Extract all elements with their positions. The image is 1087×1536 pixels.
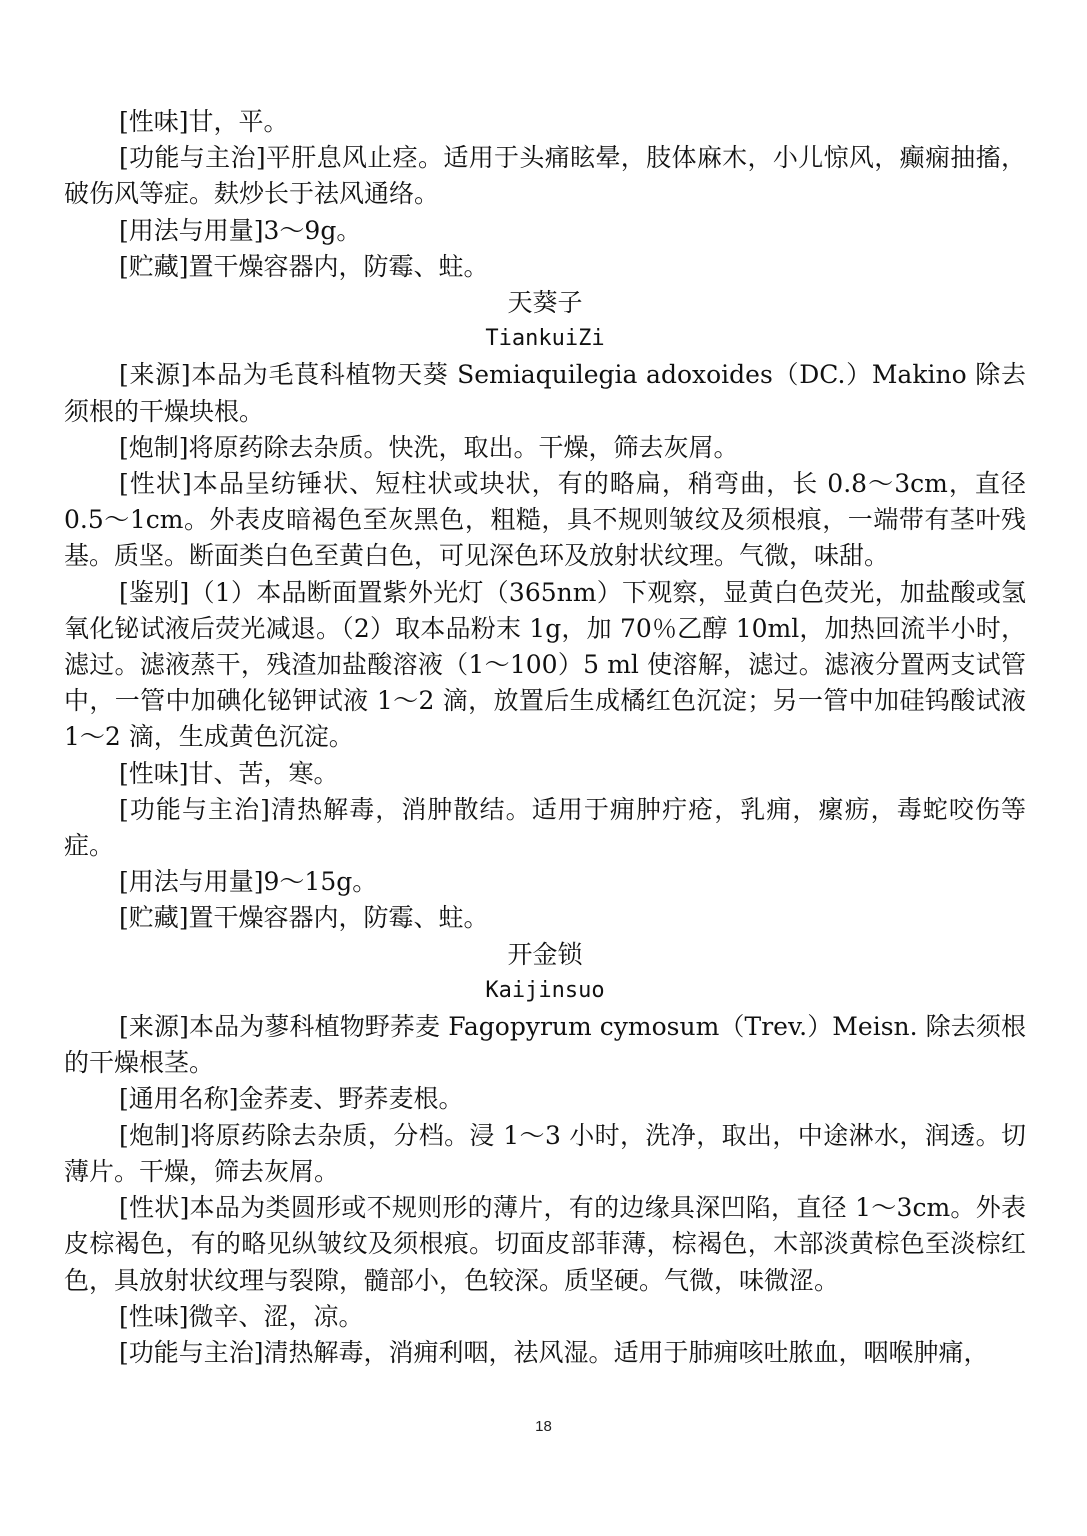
tiankuizi-laiyuan: [来源]本品为毛茛科植物天葵 Semiaquilegia adoxoides（DC.）Makino 除去须根的干燥块根。 — [64, 360, 1026, 426]
kaijinsuo-title: 开金锁 — [507, 939, 583, 969]
prev-zhucang: [贮藏]置干燥容器内，防霉、蛀。 — [119, 251, 489, 281]
tiankuizi-yongfa: [用法与用量]9～15g。 — [119, 867, 378, 897]
kaijinsuo-laiyuan: [来源]本品为蓼科植物野荞麦 Fagopyrum cymosum（Trev.）Meisn. 除去须根的干燥根茎。 — [64, 1012, 1026, 1078]
kaijinsuo-gongneng: [功能与主治]清热解毒，消痈利咽，祛风湿。适用于肺痈咳吐脓血，咽喉肿痛， — [119, 1337, 989, 1367]
tiankuizi-jianbie: [鉴别]（1）本品断面置紫外光灯（365nm）下观察，显黄白色荧光，加盐酸或氢氧化铋试液后荧光减退。（2）取本品粉末 1g，加 70％乙醇 10ml，加热回流半小时，滤过。滤液蒸干，残渣加盐酸溶液（1～100）5 ml 使溶解，滤过。滤液分置两支试管中，一管中加碘化铋钾试液 1～2 滴，放置后生成橘红色沉淀；另一管中加硅钨酸试液 1～2 滴，生成黄色沉淀。 — [64, 577, 1026, 752]
page-number: 18 — [535, 1418, 552, 1435]
tiankuizi-pinyin: TiankuiZi — [485, 326, 605, 352]
prev-yongfa: [用法与用量]3～9g。 — [119, 215, 362, 245]
tiankuizi-xingwei: [性味]甘、苦，寒。 — [119, 758, 339, 788]
kaijinsuo-tongyong: [通用名称]金荞麦、野荞麦根。 — [119, 1084, 464, 1114]
document-page — [64, 104, 1026, 1371]
tiankuizi-xingzhuang: [性状]本品呈纺锤状、短柱状或块状，有的略扁，稍弯曲，长 0.8～3cm，直径 0.5～1cm。外表皮暗褐色至灰黑色，粗糙，具不规则皱纹及须根痕，一端带有茎叶残基。质坚。断面类白色至黄白色，可见深色环及放射状纹理。气微，味甜。 — [64, 469, 1026, 571]
prev-gongneng: [功能与主治]平肝息风止痉。适用于头痛眩晕，肢体麻木，小儿惊风，癫痫抽搐，破伤风等症。麸炒长于祛风通络。 — [64, 143, 1026, 209]
prev-xingwei: [性味]甘，平。 — [119, 107, 289, 136]
tiankuizi-title: 天葵子 — [507, 288, 583, 318]
kaijinsuo-pinyin: Kaijinsuo — [485, 977, 605, 1003]
tiankuizi-zhucang: [贮藏]置干燥容器内，防霉、蛀。 — [119, 903, 489, 933]
kaijinsuo-xingzhuang: [性状]本品为类圆形或不规则形的薄片，有的边缘具深凹陷，直径 1～3cm。外表皮棕褐色，有的略见纵皱纹及须根痕。切面皮部菲薄，棕褐色，木部淡黄棕色至淡棕红色，具放射状纹理与裂隙，髓部小，色较深。质坚硬。气微，味微涩。 — [64, 1193, 1026, 1295]
kaijinsuo-paozhi: [炮制]将原药除去杂质，分档。浸 1～3 小时，洗净，取出，中途淋水，润透。切薄片。干燥，筛去灰屑。 — [64, 1120, 1026, 1186]
tiankuizi-gongneng: [功能与主治]清热解毒，消肿散结。适用于痈肿疔疮，乳痈，瘰疬，毒蛇咬伤等症。 — [64, 794, 1026, 861]
kaijinsuo-xingwei: [性味]微辛、涩，凉。 — [119, 1301, 364, 1331]
tiankuizi-paozhi: [炮制]将原药除去杂质。快洗，取出。干燥，筛去灰屑。 — [119, 432, 739, 462]
